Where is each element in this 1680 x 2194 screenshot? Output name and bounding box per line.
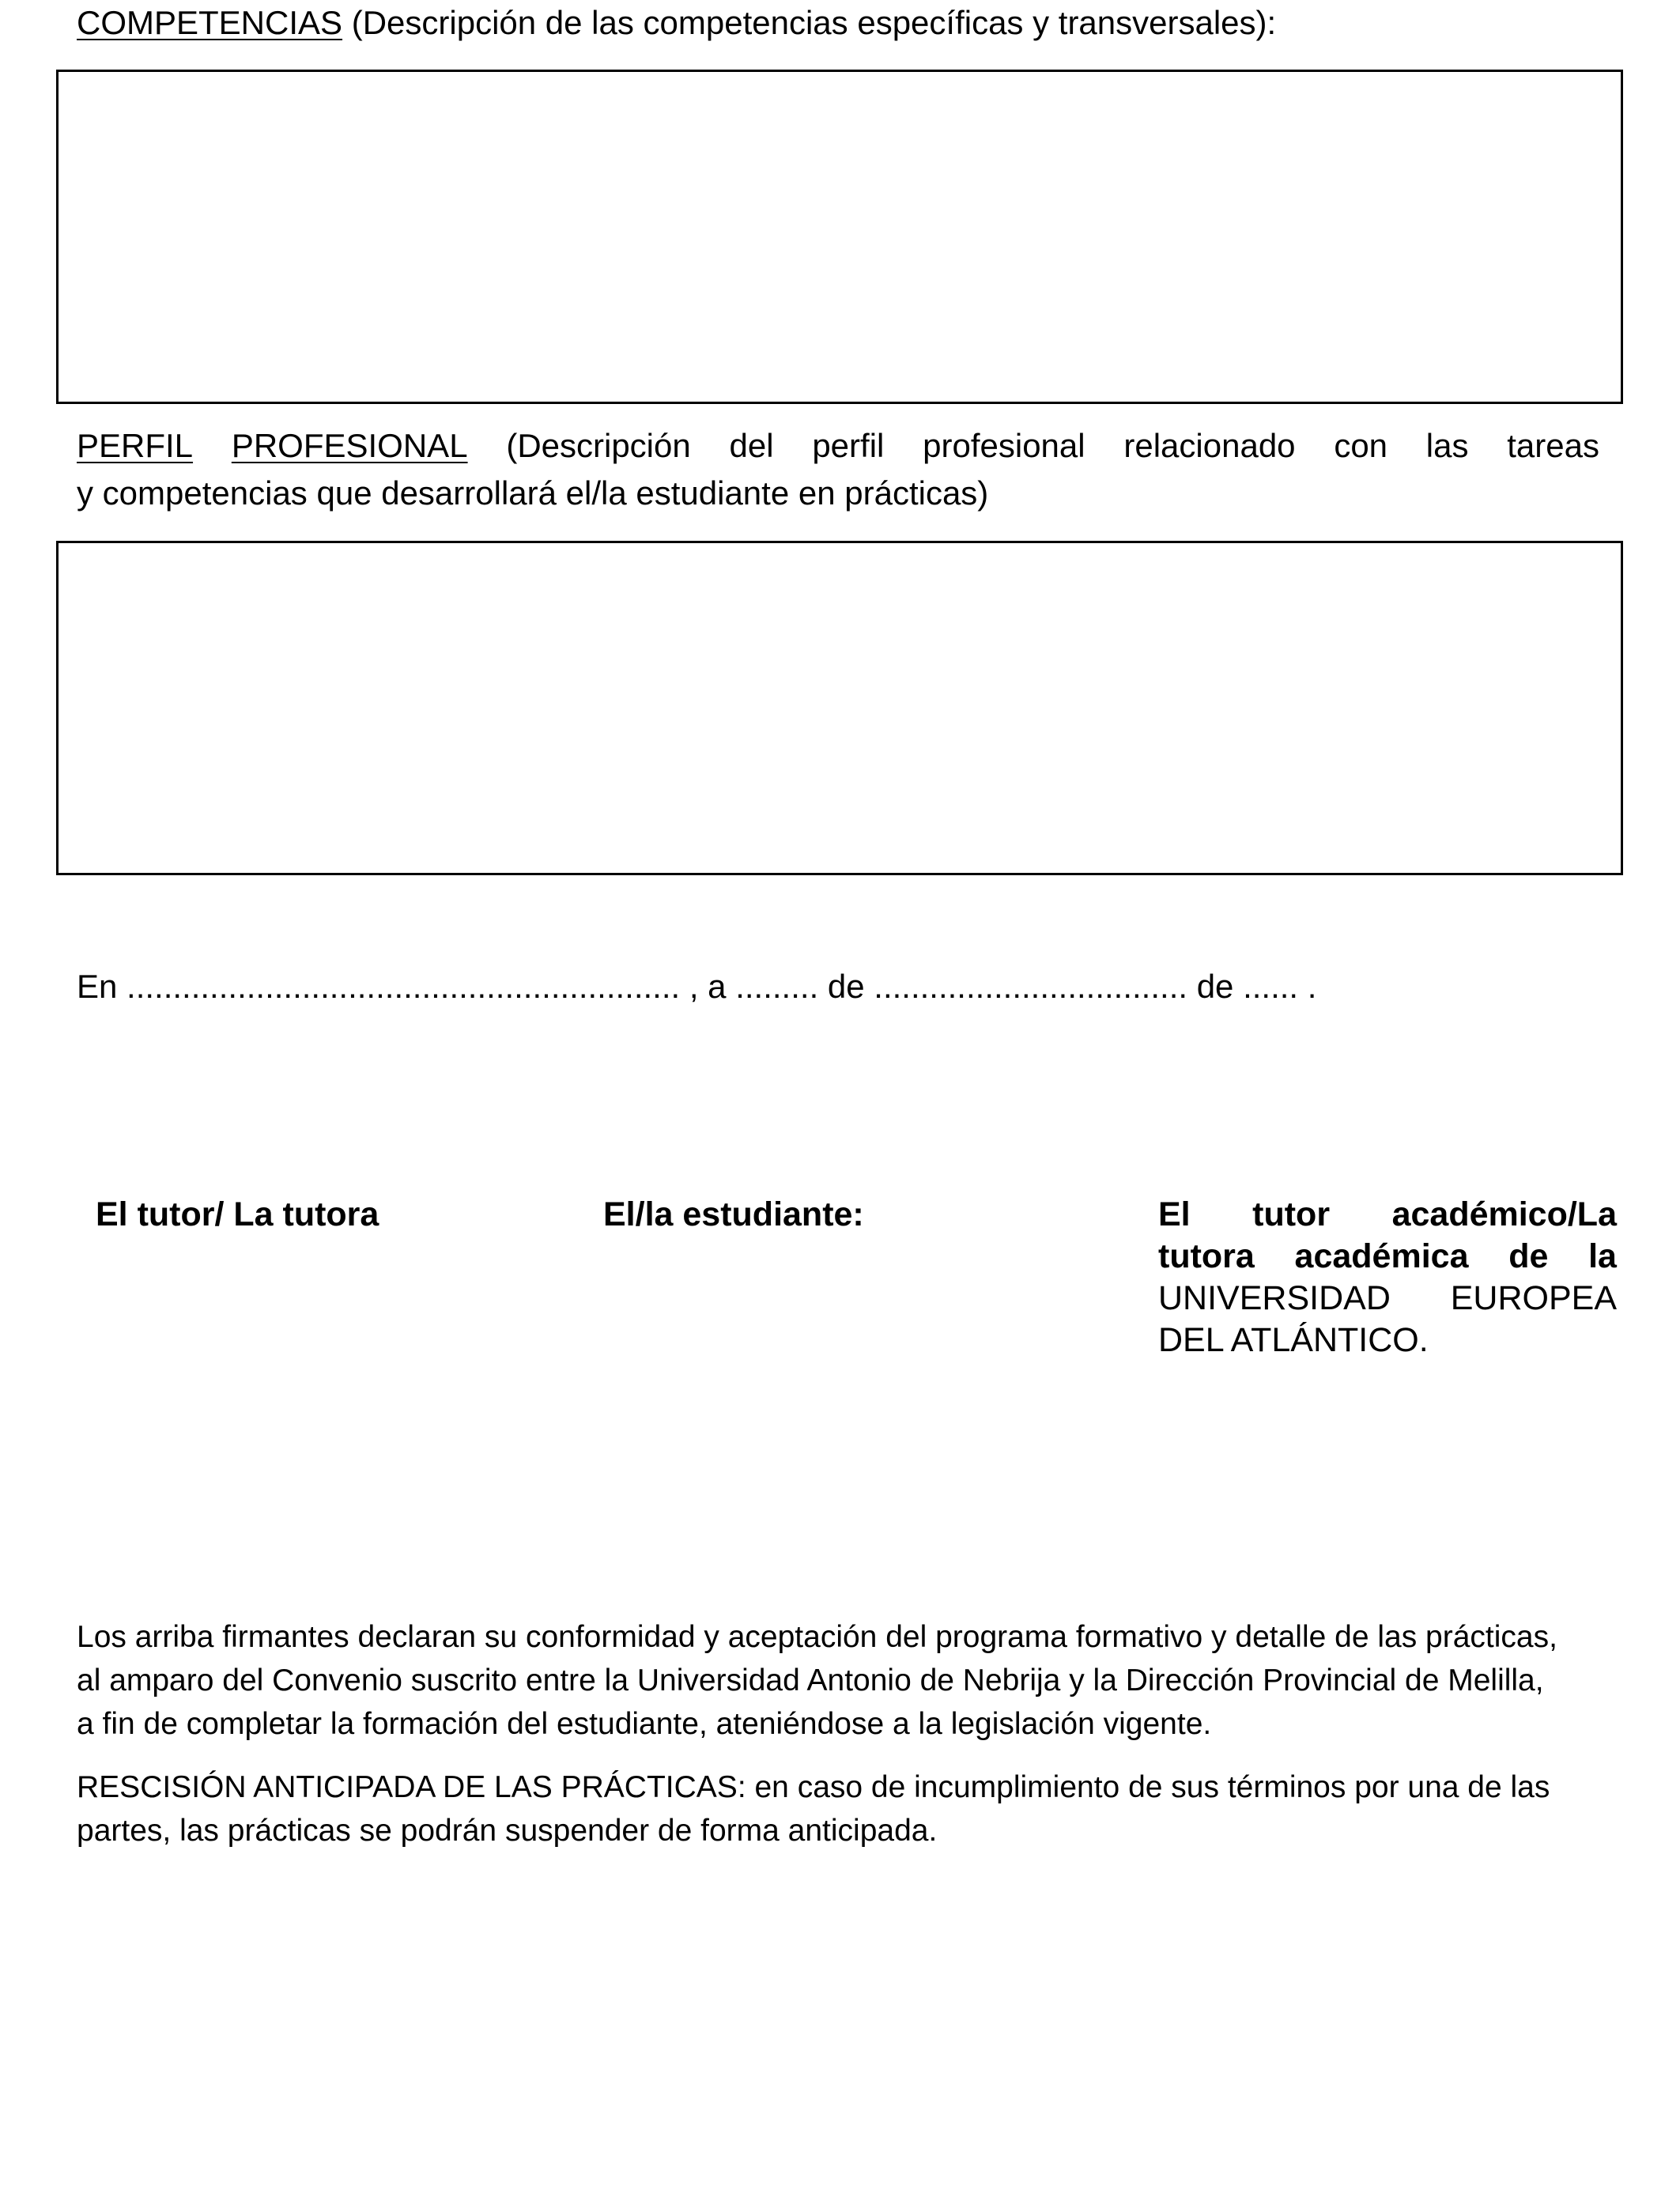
declaration-line: al amparo del Convenio suscrito entre la Universidad Antonio de Nebrija y la Dirección Provincial de Melilla, (77, 1663, 1544, 1697)
signature-student-label: El/la estudiante: (603, 1195, 864, 1233)
signature-academic-word: de (1508, 1237, 1549, 1275)
competencias-heading: COMPETENCIAS (77, 4, 343, 41)
signature-academic-line1 (1158, 1194, 1617, 1236)
date-place-line: En ............................................................ , a ......... de .................................. de ...... . (77, 968, 1317, 1005)
signature-academic-word: UNIVERSIDAD (1158, 1279, 1391, 1317)
signature-academic-word: la (1588, 1237, 1617, 1275)
rescision-line: partes, las prácticas se podrán suspender de forma anticipada. (77, 1814, 938, 1848)
signature-academic-word: tutora (1158, 1237, 1255, 1275)
perfil-description-line2: y competencias que desarrollará el/la estudiante en prácticas) (77, 474, 989, 512)
signature-academic-line2 (1158, 1236, 1617, 1278)
signature-academic-line3 (1158, 1278, 1617, 1320)
signature-academic-line4: DEL ATLÁNTICO. (1158, 1321, 1429, 1359)
perfil-input-box[interactable] (56, 541, 1623, 875)
competencias-title (77, 2, 1276, 44)
perfil-description-word: del (729, 427, 774, 464)
signature-academic-word: tutor (1252, 1195, 1331, 1233)
perfil-description-word: tareas (1507, 427, 1599, 464)
signature-academic-word: EUROPEA (1450, 1279, 1617, 1317)
declaration-line: Los arriba firmantes declaran su conformidad y aceptación del programa formativo y detalle de las prácticas, (77, 1620, 1557, 1654)
perfil-heading-word: PROFESIONAL (231, 427, 468, 464)
perfil-description-word: las (1425, 427, 1469, 464)
signature-academic-word: El (1158, 1195, 1191, 1233)
perfil-title-line (77, 425, 1599, 467)
perfil-description-word: con (1334, 427, 1388, 464)
perfil-description-word: profesional (923, 427, 1085, 464)
rescision-line: RESCISIÓN ANTICIPADA DE LAS PRÁCTICAS: en caso de incumplimiento de sus términos por una de las (77, 1770, 1550, 1804)
perfil-description-word: relacionado (1123, 427, 1296, 464)
declaration-line: a fin de completar la formación del estudiante, ateniéndose a la legislación vigente. (77, 1707, 1212, 1741)
perfil-description-word: (Descripción (506, 427, 691, 464)
perfil-description-word: perfil (812, 427, 885, 464)
competencias-input-box[interactable] (56, 70, 1623, 404)
perfil-heading-word: PERFIL (77, 427, 194, 464)
signature-academic-word: académica (1294, 1237, 1469, 1275)
competencias-description: (Descripción de las competencias específicas y transversales): (342, 4, 1277, 41)
signature-tutor-label: El tutor/ La tutora (96, 1195, 379, 1233)
signature-academic-word: académico/La (1391, 1195, 1617, 1233)
